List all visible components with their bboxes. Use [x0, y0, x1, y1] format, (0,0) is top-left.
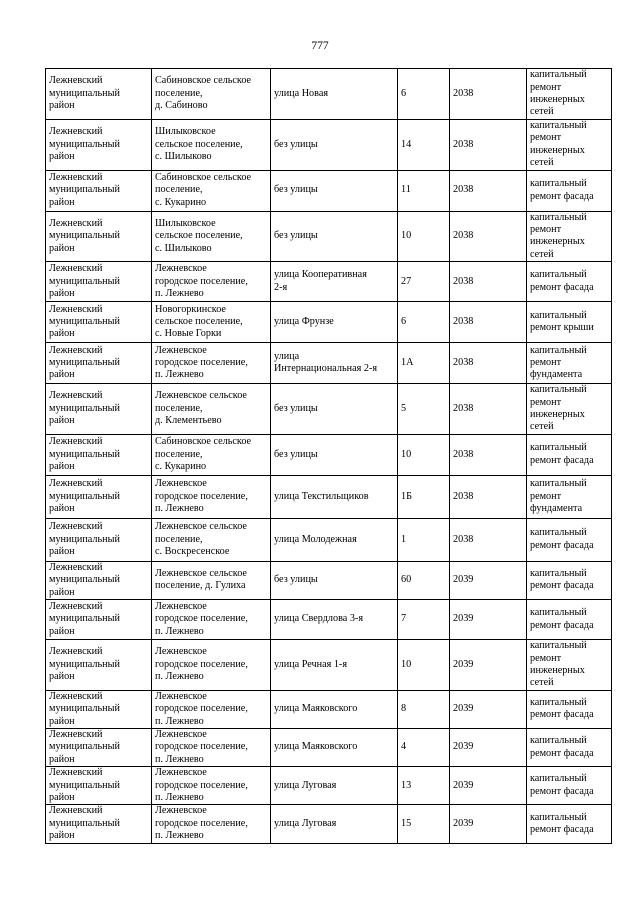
- settlement-cell: Шилыковское сельское поселение, с. Шилыково: [152, 120, 271, 171]
- year-cell: 2038: [450, 434, 527, 475]
- district-cell: Лежневский муниципальный район: [46, 640, 152, 691]
- table-row: [46, 728, 612, 766]
- street-cell: улица Новая: [271, 69, 398, 120]
- house-number-cell: 11: [398, 170, 450, 211]
- table-row: [46, 475, 612, 518]
- table-body: [46, 69, 612, 844]
- year-cell: 2038: [450, 69, 527, 120]
- table-row: [46, 170, 612, 211]
- street-cell: улица Молодежная: [271, 518, 398, 561]
- street-cell: улица Речная 1-я: [271, 640, 398, 691]
- settlement-cell: Лежневское городское поселение, п. Лежнево: [152, 767, 271, 805]
- year-cell: 2038: [450, 475, 527, 518]
- house-number-cell: 6: [398, 69, 450, 120]
- table-row: [46, 262, 612, 302]
- year-cell: 2038: [450, 384, 527, 435]
- district-cell: Лежневский муниципальный район: [46, 690, 152, 728]
- work-type-cell: капитальный ремонт фасада: [527, 262, 612, 302]
- year-cell: 2039: [450, 805, 527, 843]
- table-row: [46, 384, 612, 435]
- year-cell: 2038: [450, 518, 527, 561]
- house-number-cell: 1Б: [398, 475, 450, 518]
- work-type-cell: капитальный ремонт инженерных сетей: [527, 120, 612, 171]
- district-cell: Лежневский муниципальный район: [46, 518, 152, 561]
- district-cell: Лежневский муниципальный район: [46, 805, 152, 843]
- street-cell: без улицы: [271, 170, 398, 211]
- street-cell: без улицы: [271, 120, 398, 171]
- district-cell: Лежневский муниципальный район: [46, 211, 152, 262]
- repair-schedule-table: [45, 68, 612, 844]
- table-row: [46, 690, 612, 728]
- district-cell: Лежневский муниципальный район: [46, 561, 152, 599]
- year-cell: 2039: [450, 640, 527, 691]
- street-cell: без улицы: [271, 211, 398, 262]
- house-number-cell: 27: [398, 262, 450, 302]
- year-cell: 2039: [450, 561, 527, 599]
- table-row: [46, 302, 612, 343]
- settlement-cell: Лежневское городское поселение, п. Лежнево: [152, 728, 271, 766]
- work-type-cell: капитальный ремонт инженерных сетей: [527, 640, 612, 691]
- district-cell: Лежневский муниципальный район: [46, 434, 152, 475]
- house-number-cell: 6: [398, 302, 450, 343]
- year-cell: 2038: [450, 343, 527, 384]
- year-cell: 2038: [450, 302, 527, 343]
- work-type-cell: капитальный ремонт фасада: [527, 170, 612, 211]
- work-type-cell: капитальный ремонт фасада: [527, 434, 612, 475]
- settlement-cell: Лежневское сельское поселение, с. Воскресенское: [152, 518, 271, 561]
- year-cell: 2039: [450, 600, 527, 640]
- page-number: 777: [311, 40, 329, 52]
- settlement-cell: Сабиновское сельское поселение, с. Кукарино: [152, 434, 271, 475]
- settlement-cell: Лежневское городское поселение, п. Лежнево: [152, 343, 271, 384]
- table-row: [46, 805, 612, 843]
- settlement-cell: Новогоркинское сельское поселение, с. Новые Горки: [152, 302, 271, 343]
- district-cell: Лежневский муниципальный район: [46, 728, 152, 766]
- house-number-cell: 60: [398, 561, 450, 599]
- street-cell: улица Кооперативная 2-я: [271, 262, 398, 302]
- house-number-cell: 10: [398, 640, 450, 691]
- work-type-cell: капитальный ремонт инженерных сетей: [527, 69, 612, 120]
- work-type-cell: капитальный ремонт фасада: [527, 767, 612, 805]
- settlement-cell: Сабиновское сельское поселение, с. Кукарино: [152, 170, 271, 211]
- street-cell: без улицы: [271, 434, 398, 475]
- table-row: [46, 767, 612, 805]
- year-cell: 2038: [450, 120, 527, 171]
- house-number-cell: 1А: [398, 343, 450, 384]
- house-number-cell: 10: [398, 434, 450, 475]
- table-row: [46, 434, 612, 475]
- work-type-cell: капитальный ремонт фасада: [527, 561, 612, 599]
- district-cell: Лежневский муниципальный район: [46, 302, 152, 343]
- work-type-cell: капитальный ремонт крыши: [527, 302, 612, 343]
- house-number-cell: 13: [398, 767, 450, 805]
- house-number-cell: 10: [398, 211, 450, 262]
- street-cell: улица Текстильщиков: [271, 475, 398, 518]
- table-row: [46, 640, 612, 691]
- table-row: [46, 518, 612, 561]
- table-row: [46, 343, 612, 384]
- work-type-cell: капитальный ремонт фасада: [527, 600, 612, 640]
- settlement-cell: Лежневское городское поселение, п. Лежнево: [152, 262, 271, 302]
- district-cell: Лежневский муниципальный район: [46, 120, 152, 171]
- settlement-cell: Сабиновское сельское поселение, д. Сабиново: [152, 69, 271, 120]
- year-cell: 2038: [450, 170, 527, 211]
- district-cell: Лежневский муниципальный район: [46, 170, 152, 211]
- street-cell: без улицы: [271, 384, 398, 435]
- work-type-cell: капитальный ремонт фасада: [527, 728, 612, 766]
- district-cell: Лежневский муниципальный район: [46, 69, 152, 120]
- house-number-cell: 4: [398, 728, 450, 766]
- settlement-cell: Шилыковское сельское поселение, с. Шилыково: [152, 211, 271, 262]
- district-cell: Лежневский муниципальный район: [46, 262, 152, 302]
- work-type-cell: капитальный ремонт инженерных сетей: [527, 211, 612, 262]
- street-cell: улица Свердлова 3-я: [271, 600, 398, 640]
- house-number-cell: 8: [398, 690, 450, 728]
- year-cell: 2039: [450, 690, 527, 728]
- district-cell: Лежневский муниципальный район: [46, 767, 152, 805]
- settlement-cell: Лежневское сельское поселение, д. Гулиха: [152, 561, 271, 599]
- settlement-cell: Лежневское городское поселение, п. Лежнево: [152, 600, 271, 640]
- work-type-cell: капитальный ремонт фундамента: [527, 343, 612, 384]
- table-row: [46, 120, 612, 171]
- house-number-cell: 5: [398, 384, 450, 435]
- year-cell: 2039: [450, 728, 527, 766]
- table-row: [46, 211, 612, 262]
- settlement-cell: Лежневское городское поселение, п. Лежнево: [152, 475, 271, 518]
- house-number-cell: 7: [398, 600, 450, 640]
- street-cell: улица Маяковского: [271, 728, 398, 766]
- street-cell: улица Луговая: [271, 767, 398, 805]
- street-cell: без улицы: [271, 561, 398, 599]
- house-number-cell: 1: [398, 518, 450, 561]
- work-type-cell: капитальный ремонт фасада: [527, 518, 612, 561]
- street-cell: улица Фрунзе: [271, 302, 398, 343]
- table-row: [46, 600, 612, 640]
- district-cell: Лежневский муниципальный район: [46, 384, 152, 435]
- settlement-cell: Лежневское городское поселение, п. Лежнево: [152, 640, 271, 691]
- work-type-cell: капитальный ремонт фундамента: [527, 475, 612, 518]
- year-cell: 2039: [450, 767, 527, 805]
- year-cell: 2038: [450, 262, 527, 302]
- street-cell: улица Интернациональная 2-я: [271, 343, 398, 384]
- year-cell: 2038: [450, 211, 527, 262]
- settlement-cell: Лежневское городское поселение, п. Лежнево: [152, 805, 271, 843]
- work-type-cell: капитальный ремонт фасада: [527, 690, 612, 728]
- table-row: [46, 69, 612, 120]
- house-number-cell: 15: [398, 805, 450, 843]
- district-cell: Лежневский муниципальный район: [46, 343, 152, 384]
- street-cell: улица Луговая: [271, 805, 398, 843]
- street-cell: улица Маяковского: [271, 690, 398, 728]
- work-type-cell: капитальный ремонт инженерных сетей: [527, 384, 612, 435]
- house-number-cell: 14: [398, 120, 450, 171]
- table-row: [46, 561, 612, 599]
- district-cell: Лежневский муниципальный район: [46, 475, 152, 518]
- settlement-cell: Лежневское сельское поселение, д. Клементьево: [152, 384, 271, 435]
- settlement-cell: Лежневское городское поселение, п. Лежнево: [152, 690, 271, 728]
- district-cell: Лежневский муниципальный район: [46, 600, 152, 640]
- work-type-cell: капитальный ремонт фасада: [527, 805, 612, 843]
